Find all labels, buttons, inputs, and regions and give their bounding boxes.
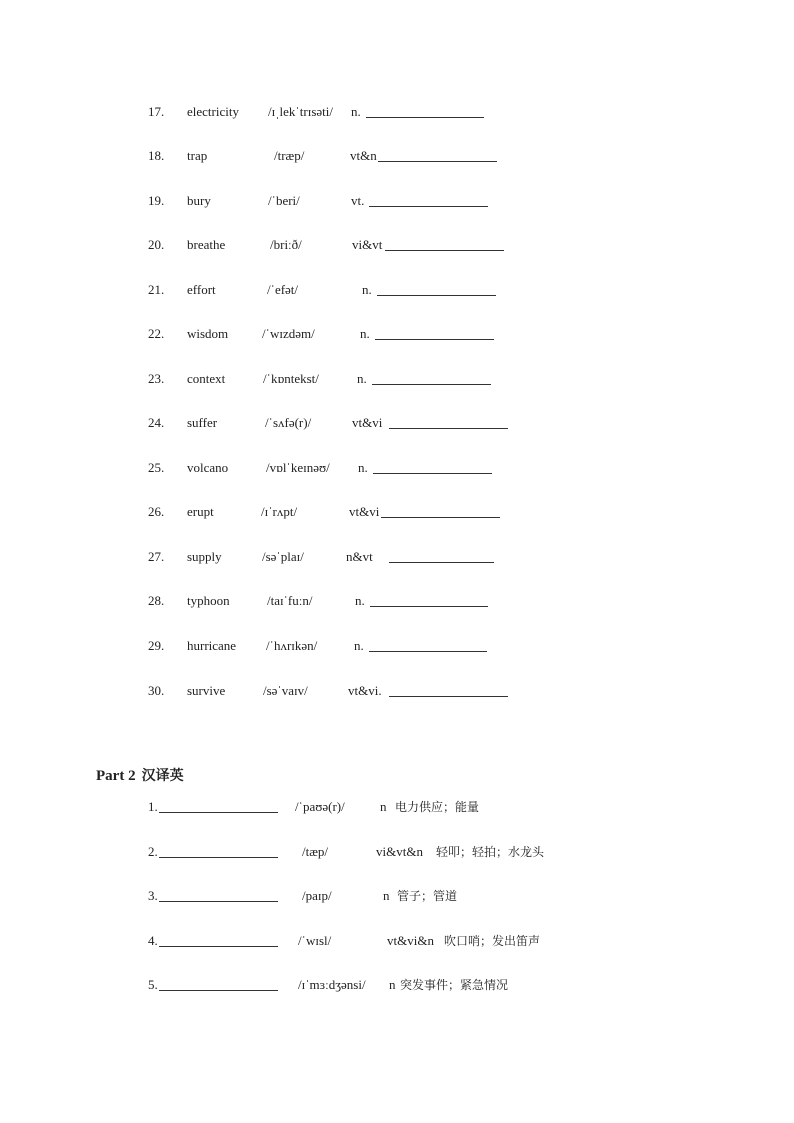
answer-blank[interactable] <box>370 606 488 607</box>
answer-blank[interactable] <box>159 812 278 813</box>
item-phonetic: /ˈefət/ <box>267 282 299 297</box>
answer-blank[interactable] <box>381 517 500 518</box>
item-phonetic: /ˈwɪzdəm/ <box>262 326 315 341</box>
item-word: breathe <box>187 237 226 252</box>
item-number: 30. <box>148 683 165 698</box>
item-number: 5. <box>148 977 158 992</box>
item-word: trap <box>187 148 208 163</box>
item-pos: vt&vi&n <box>387 933 434 948</box>
item-number: 22. <box>148 326 165 341</box>
item-meaning: 电力供应；能量 <box>395 800 480 814</box>
item-number: 23. <box>148 371 165 386</box>
item-word: survive <box>187 683 226 698</box>
item-word: erupt <box>187 504 214 519</box>
item-number: 19. <box>148 193 165 208</box>
item-number: 4. <box>148 933 158 948</box>
item-number: 24. <box>148 415 165 430</box>
section-heading <box>96 766 184 786</box>
item-pos: n. <box>362 282 372 297</box>
item-phonetic: /briːð/ <box>270 237 302 252</box>
item-phonetic: /vɒlˈkeɪnəʊ/ <box>266 460 330 475</box>
item-pos: n <box>383 888 390 903</box>
answer-blank[interactable] <box>159 990 278 991</box>
item-pos: n. <box>357 371 367 386</box>
item-number: 3. <box>148 888 158 903</box>
item-pos: n&vt <box>346 549 373 564</box>
item-pos: vt&n <box>350 148 377 163</box>
item-number: 18. <box>148 148 165 163</box>
item-word: suffer <box>187 415 218 430</box>
item-word: wisdom <box>187 326 229 341</box>
answer-blank[interactable] <box>377 295 496 296</box>
item-number: 2. <box>148 844 158 859</box>
answer-blank[interactable] <box>389 428 508 429</box>
item-meaning: 吹口哨；发出笛声 <box>444 934 541 948</box>
item-word: context <box>187 371 226 386</box>
item-phonetic: /tæp/ <box>302 844 329 859</box>
item-number: 1. <box>148 799 158 814</box>
item-word: volcano <box>187 460 229 475</box>
item-number: 17. <box>148 104 165 119</box>
item-pos: n. <box>354 638 364 653</box>
answer-blank[interactable] <box>373 473 492 474</box>
item-phonetic: /træp/ <box>274 148 305 163</box>
answer-blank[interactable] <box>369 651 487 652</box>
item-meaning: 轻叩；轻拍；水龙头 <box>436 845 545 859</box>
item-phonetic: /ˈkɒntekst/ <box>263 371 319 386</box>
item-pos: n. <box>358 460 368 475</box>
item-phonetic: /ˈpaʊə(r)/ <box>295 799 345 814</box>
item-phonetic: /ˈhʌrɪkən/ <box>266 638 318 653</box>
item-pos: n. <box>360 326 370 341</box>
item-phonetic: /ɪˌlekˈtrɪsəti/ <box>268 104 333 119</box>
item-pos: vi&vt <box>352 237 383 252</box>
answer-blank[interactable] <box>375 339 494 340</box>
item-phonetic: /ˈsʌfə(r)/ <box>265 415 312 430</box>
item-number: 28. <box>148 593 165 608</box>
item-phonetic: /səˈplaɪ/ <box>262 549 304 564</box>
answer-blank[interactable] <box>159 901 278 902</box>
item-word: typhoon <box>187 593 230 608</box>
item-pos: vi&vt&n <box>376 844 423 859</box>
answer-blank[interactable] <box>372 384 491 385</box>
item-pos: vt&vi <box>349 504 380 519</box>
item-word: hurricane <box>187 638 237 653</box>
answer-blank[interactable] <box>369 206 488 207</box>
item-phonetic: /səˈvaɪv/ <box>263 683 308 698</box>
item-word: electricity <box>187 104 239 119</box>
item-phonetic: /taɪˈfuːn/ <box>267 593 313 608</box>
item-number: 25. <box>148 460 165 475</box>
item-phonetic: /paɪp/ <box>302 888 332 903</box>
answer-blank[interactable] <box>159 857 278 858</box>
section-heading-cn: 汉译英 <box>141 768 184 784</box>
item-pos: n. <box>351 104 361 119</box>
section-heading-label: Part 2 <box>96 768 136 784</box>
answer-blank[interactable] <box>389 562 494 563</box>
item-pos: vt&vi. <box>348 683 382 698</box>
item-phonetic: /ɪˈmɜːdʒənsi/ <box>298 977 366 992</box>
item-word: supply <box>187 549 222 564</box>
answer-blank[interactable] <box>389 696 508 697</box>
item-number: 27. <box>148 549 165 564</box>
item-number: 21. <box>148 282 165 297</box>
item-number: 26. <box>148 504 165 519</box>
item-word: bury <box>187 193 211 208</box>
item-word: effort <box>187 282 216 297</box>
item-phonetic: /ɪˈrʌpt/ <box>261 504 298 519</box>
answer-blank[interactable] <box>385 250 504 251</box>
item-pos: vt&vi <box>352 415 383 430</box>
item-meaning: 突发事件；紧急情况 <box>400 978 509 992</box>
item-pos: vt. <box>351 193 365 208</box>
answer-blank[interactable] <box>159 946 278 947</box>
item-meaning: 管子；管道 <box>397 889 458 903</box>
item-number: 20. <box>148 237 165 252</box>
item-number: 29. <box>148 638 165 653</box>
item-pos: n <box>380 799 387 814</box>
item-phonetic: /ˈwɪsl/ <box>298 933 332 948</box>
item-phonetic: /ˈberi/ <box>268 193 300 208</box>
answer-blank[interactable] <box>366 117 484 118</box>
item-pos: n. <box>355 593 365 608</box>
answer-blank[interactable] <box>378 161 497 162</box>
item-pos: n <box>389 977 396 992</box>
